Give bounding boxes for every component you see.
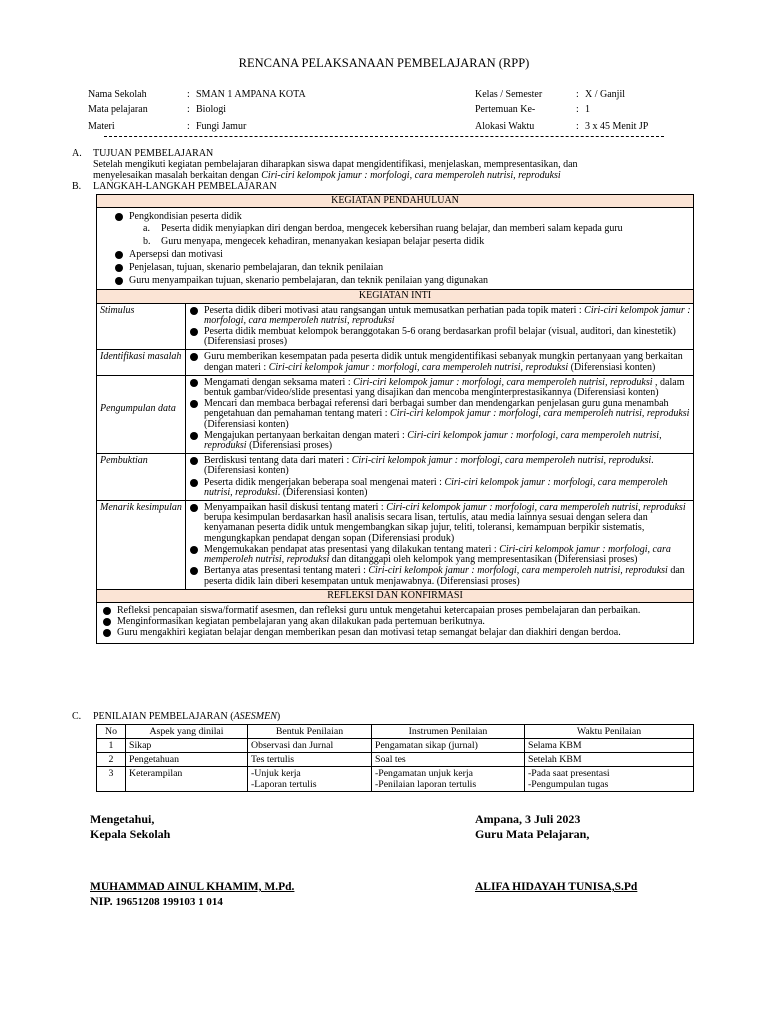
table-row [97, 501, 694, 590]
info-value-school: SMAN 1 AMPANA KOTA [196, 89, 306, 100]
list-item [188, 352, 691, 372]
info-colon: : [576, 104, 579, 115]
list-item-text: Guru menyapa, mengecek kehadiran, menanyakan kesiapan belajar peserta didik [161, 235, 485, 247]
list-item [143, 237, 689, 247]
section-title: LANGKAH-LANGKAH PEMBELAJARAN [93, 181, 277, 192]
step-content [186, 350, 694, 375]
list-item-text: dan peserta didik lain diberi kesempatan untuk menjawabnya. (Diferensiasi proses) [204, 565, 685, 587]
info-value-meeting: 1 [585, 104, 590, 115]
section-title: TUJUAN PEMBELAJARAN [93, 148, 214, 159]
table-cell: Tes tertulis [248, 753, 372, 767]
list-item-text: Peserta didik membuat kelompok beranggotakan 5-6 orang berdasarkan profil belajar (visual, auditori, dan kinestetik) (Diferensiasi proses) [204, 326, 676, 348]
list-item-text: Berdiskusi tentang data dari materi : [204, 455, 350, 467]
info-colon: : [576, 121, 579, 132]
list-item [101, 628, 689, 638]
table-row [97, 303, 694, 350]
bullet-icon [190, 400, 198, 408]
cell-line: -Laporan tertulis [251, 779, 317, 790]
list-item-text: Peserta didik menyiapkan diri dengan berdoa, mengecek kebersihan ruang belajar, dan memberi salam kepada guru [161, 223, 623, 235]
table-row [97, 753, 694, 767]
section-title-text: ) [276, 711, 281, 722]
list-item-text: , dalam bentuk gambar/video/slide presentasi yang disajikan dan mencoba menginterprestasikannya (Diferensiasi konten) [204, 376, 685, 399]
topic-text: Ciri-ciri kelompok jamur : morfologi, cara memperoleh nutrisi, reproduksi [204, 429, 662, 452]
pendahuluan-content [97, 208, 694, 290]
bullet-icon [190, 457, 198, 465]
table-cell [372, 767, 525, 792]
topic-text: Ciri-ciri kelompok jamur : morfologi, cara memperoleh nutrisi, reproduksi [204, 304, 691, 326]
objective-line-1: Setelah mengikuti kegiatan pembelajaran diharapkan siswa dapat mengidentifikasi, menjelaskan, mempresentasikan, dan [93, 159, 578, 170]
dashed-divider [104, 136, 664, 137]
bullet-icon [115, 277, 123, 285]
bullet-icon [190, 432, 198, 440]
topic-text: Ciri-ciri kelompok jamur : morfologi, cara memperoleh nutrisi, reproduksi [204, 476, 668, 498]
column-header: Waktu Penilaian [525, 725, 694, 739]
table-row [97, 350, 694, 375]
list-item [188, 545, 691, 565]
bullet-icon [190, 479, 198, 487]
list-item-text: Pengkondisian peserta didik [129, 211, 242, 223]
column-header: Aspek yang dinilai [126, 725, 248, 739]
section-letter: A. [72, 148, 82, 159]
list-item-text: Mengemukakan pendapat atas presentasi yang dilakukan tentang materi : [204, 543, 497, 555]
bullet-icon [115, 251, 123, 259]
info-label-class: Kelas / Semester [475, 89, 543, 100]
bullet-icon [190, 328, 198, 336]
bullet-icon [190, 567, 198, 575]
table-cell: 1 [97, 739, 126, 753]
column-header: Instrumen Penilaian [372, 725, 525, 739]
list-item [101, 617, 689, 627]
list-item [143, 224, 689, 234]
section-title-italic: ASESMEN [233, 711, 277, 722]
signature-left [90, 812, 170, 842]
refleksi-header: REFLEKSI DAN KONFIRMASI [97, 589, 694, 602]
table-cell [248, 767, 372, 792]
list-item-text: Refleksi pencapaian siswa/formatif asesmen, dan refleksi guru untuk mengetahui ketercapaian proses pembelajaran dan perbaikan. [117, 604, 641, 616]
bullet-icon [190, 353, 198, 361]
objective-topic: Ciri-ciri kelompok jamur : morfologi, cara memperoleh nutrisi, reproduksi [261, 169, 561, 181]
table-cell: Pengamatan sikap (jurnal) [372, 739, 525, 753]
step-content [186, 454, 694, 501]
signature-role: Guru Mata Pelajaran, [475, 827, 590, 841]
list-item-text: Bertanya atas presentasi tentang materi : [204, 565, 366, 577]
list-item [113, 263, 689, 273]
step-label-data-collection: Pengumpulan data [97, 375, 186, 453]
inti-header: KEGIATAN INTI [97, 290, 694, 303]
step-label-identification: Identifikasi masalah [97, 350, 186, 375]
list-item [188, 566, 691, 586]
column-header: No [97, 725, 126, 739]
list-marker: a. [143, 223, 150, 235]
list-item-text: (Diferensiasi proses) [249, 440, 333, 452]
nip-value: 19651208 199103 1 014 [115, 896, 223, 908]
section-title-text: PENILAIAN PEMBELAJARAN ( [93, 711, 234, 722]
teacher-name: ALIFA HIDAYAH TUNISA,S.Pd [475, 881, 638, 893]
step-label-conclusion: Menarik kesimpulan [97, 501, 186, 590]
info-value-material: Fungi Jamur [196, 121, 247, 132]
step-content [186, 375, 694, 453]
signature-date: Ampana, 3 Juli 2023 [475, 812, 581, 826]
list-item [113, 250, 689, 260]
step-content [186, 501, 694, 590]
document-title: RENCANA PELAKSANAAN PEMBELAJARAN (RPP) [238, 56, 530, 70]
list-item-text: . (Diferensiasi konten) [204, 455, 654, 477]
list-item-text: Penjelasan, tujuan, skenario pembelajaran, dan teknik penilaian [129, 262, 384, 274]
list-item [188, 306, 691, 326]
topic-text: Ciri-ciri kelompok jamur : morfologi, cara memperoleh nutrisi, reproduksi [386, 502, 686, 514]
topic-text: Ciri-ciri kelompok jamur : morfologi, cara memperoleh nutrisi, reproduksi [268, 361, 569, 373]
table-cell [525, 767, 694, 792]
list-marker: b. [143, 235, 151, 247]
list-item-text: berupa kesimpulan berdasarkan hasil analisis secara lisan, tertulis, atau media lainnya sesuai dengan selera dan kenyamanan peserta didik untuk mengembangkan sikap jujur, teliti, toleransi, kemampuan berpikir sistematis, mengungkapkan pendapat dengan sopan (Diferensiasi produk) [204, 512, 648, 544]
bullet-icon [190, 379, 198, 387]
info-label-time: Alokasi Waktu [475, 121, 535, 132]
bullet-icon [103, 607, 111, 615]
topic-text: Ciri-ciri kelompok jamur : morfologi, cara memperoleh nutrisi, reproduksi [368, 565, 668, 577]
learning-steps-table [96, 194, 694, 644]
cell-line: -Pengumpulan tugas [528, 779, 609, 790]
table-cell: Observasi dan Jurnal [248, 739, 372, 753]
bullet-icon [190, 504, 198, 512]
step-content [186, 303, 694, 350]
cell-line: -Pengamatan unjuk kerja [375, 768, 473, 779]
principal-name: MUHAMMAD AINUL KHAMIM, M.Pd. [90, 881, 295, 893]
section-letter: B. [72, 181, 82, 192]
info-colon: : [187, 104, 190, 115]
info-value-subject: Biologi [196, 104, 227, 115]
list-item [188, 478, 691, 498]
list-item-text: Guru memberikan kesempatan pada peserta didik untuk mengidentifikasi sebanyak mungkin pertanyaan yang berkaitan dengan materi : [204, 351, 683, 373]
list-item-text: Peserta didik diberi motivasi atau rangsangan untuk memusatkan perhatian pada topik materi : [204, 304, 582, 316]
table-cell: Sikap [126, 739, 248, 753]
table-row [97, 375, 694, 453]
list-item [188, 327, 691, 347]
assessment-table [96, 724, 694, 792]
cell-line: -Penilaian laporan tertulis [375, 779, 477, 790]
table-cell: Soal tes [372, 753, 525, 767]
list-item [188, 399, 691, 430]
step-label-verification: Pembuktian [97, 454, 186, 501]
list-item-text: (Diferensiasi konten) [204, 418, 289, 430]
bullet-icon [115, 264, 123, 272]
table-row [97, 767, 694, 792]
step-label-stimulus: Stimulus [97, 303, 186, 350]
info-value-time: 3 x 45 Menit JP [585, 121, 649, 132]
list-item-text: Mencari dan membaca berbagai referensi dari berbagai sumber dan mendengarkan penjelasan guru guna menambah pengetahuan dan pemahaman tentang materi : [204, 398, 669, 420]
info-label-subject: Mata pelajaran [88, 104, 148, 115]
section-a-text [93, 160, 693, 181]
pendahuluan-header: KEGIATAN PENDAHULUAN [97, 195, 694, 208]
bullet-icon [103, 629, 111, 637]
list-item-text: Guru menyampaikan tujuan, skenario pembelajaran, dan teknik penilaian yang digunakan [129, 275, 489, 287]
bullet-icon [190, 546, 198, 554]
list-item-text: (Diferensiasi konten) [570, 361, 656, 373]
topic-text: Ciri-ciri kelompok jamur : morfologi, cara memperoleh nutrisi, reproduksi [390, 408, 690, 420]
list-item-text: Mengamati dengan seksama materi : [204, 376, 351, 388]
info-label-material: Materi [88, 121, 115, 132]
signature-caption: Mengetahui, [90, 812, 155, 826]
section-title [93, 711, 280, 722]
info-label-meeting: Pertemuan Ke- [475, 104, 536, 115]
section-letter: C. [72, 711, 82, 722]
bullet-icon [115, 213, 123, 221]
objective-line-2-text: menyelesaikan masalah berkaitan dengan [93, 169, 259, 181]
table-cell: Pengetahuan [126, 753, 248, 767]
list-item-text: Menyampaikan hasil diskusi tentang materi : [204, 502, 384, 514]
list-item-text: . (Diferensiasi konten) [277, 486, 368, 498]
table-cell: Keterampilan [126, 767, 248, 792]
list-item [188, 431, 691, 451]
bullet-icon [103, 618, 111, 626]
objective-line-2 [93, 171, 693, 182]
bullet-icon [190, 307, 198, 315]
cell-line: -Unjuk kerja [251, 768, 301, 779]
list-item [113, 276, 689, 286]
signature-right [475, 812, 589, 842]
topic-text: Ciri-ciri kelompok jamur : morfologi, cara memperoleh nutrisi, reproduksi [204, 543, 671, 566]
info-label-school: Nama Sekolah [88, 89, 147, 100]
list-item [101, 606, 689, 616]
table-row [97, 739, 694, 753]
list-item-text: dan ditanggapi oleh kelompok yang mempresentasikan (Diferensiasi proses) [331, 554, 638, 566]
list-item [188, 456, 691, 476]
table-cell: 2 [97, 753, 126, 767]
topic-text: Ciri-ciri kelompok jamur : morfologi, cara memperoleh nutrisi, reproduksi [351, 455, 652, 467]
list-item [113, 212, 689, 247]
table-cell: Setelah KBM [525, 753, 694, 767]
info-value-class: X / Ganjil [585, 89, 625, 100]
list-item [188, 378, 691, 398]
table-cell: Selama KBM [525, 739, 694, 753]
cell-line: -Pada saat presentasi [528, 768, 610, 779]
list-item-text: Apersepsi dan motivasi [129, 248, 223, 260]
principal-nip [90, 894, 223, 910]
column-header: Bentuk Penilaian [248, 725, 372, 739]
list-item [188, 503, 691, 544]
info-colon: : [187, 121, 190, 132]
table-row [97, 454, 694, 501]
list-item-text: Menginformasikan kegiatan pembelajaran yang akan dilakukan pada pertemuan berikutnya. [117, 616, 485, 628]
list-item-text: Peserta didik mengerjakan beberapa soal mengenai materi : [204, 476, 442, 488]
info-colon: : [576, 89, 579, 100]
table-cell: 3 [97, 767, 126, 792]
list-item-text: Guru mengakhiri kegiatan belajar dengan memberikan pesan dan motivasi tetap semangat belajar dan diakhiri dengan berdoa. [117, 627, 621, 639]
refleksi-content [97, 602, 694, 643]
info-colon: : [187, 89, 190, 100]
topic-text: Ciri-ciri kelompok jamur : morfologi, cara memperoleh nutrisi, reproduksi [353, 376, 653, 388]
list-item-text: Mengajukan pertanyaan berkaitan dengan materi : [204, 429, 405, 441]
signature-role: Kepala Sekolah [90, 827, 171, 841]
nip-label: NIP. [90, 894, 113, 908]
